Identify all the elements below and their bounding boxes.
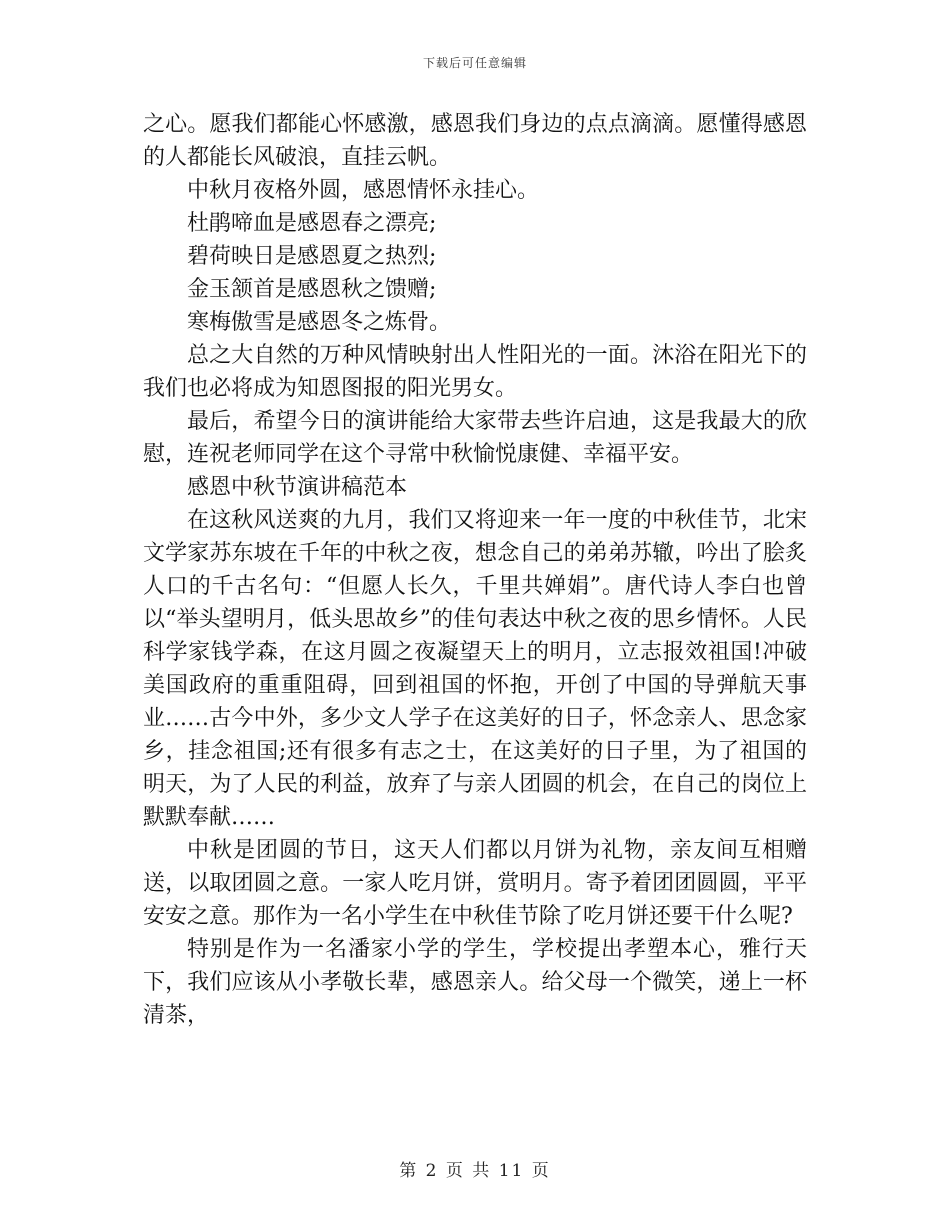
paragraph: 金玉颔首是感恩秋之馈赠; — [187, 277, 437, 302]
paragraph: 总之大自然的万种风情映射出人性阳光的一面。沐浴在阳光下的我们也必将成为知恩图报的阳光男女。 — [143, 343, 807, 401]
paragraph: 在这秋风送爽的九月，我们又将迎来一年一度的中秋佳节，北宋文学家苏东坡在千年的中秋之夜，想念自己的弟弟苏辙，吟出了脍炙人口的千古名句：“但愿人长久，千里共婵娟”。唐代诗人李白也曾以“举头望明月，低头思故乡”的佳句表达中秋之夜的思乡情怀。人民科学家钱学森，在这月圆之夜凝望天上的明月，立志报效祖国!冲破美国政府的重重阻碍，回到祖国的怀抱，开创了中国的导弹航天事业……古今中外，多少文人学子在这美好的日子，怀念亲人、思念家乡，挂念祖国;还有很多有志之士，在这美好的日子里，为了祖国的明天，为了人民的利益，放弃了与亲人团圆的机会，在自己的岗位上默默奉献…… — [143, 508, 807, 830]
paragraph: 中秋月夜格外圆，感恩情怀永挂心。 — [187, 178, 540, 203]
paragraph: 碧荷映日是感恩夏之热烈; — [187, 244, 437, 269]
page-number: 第 2 页 共 11 页 — [399, 1161, 551, 1181]
paragraph: 最后，希望今日的演讲能给大家带去些许启迪，这是我最大的欣慰，连祝老师同学在这个寻常中秋愉悦康健、幸福平安。 — [143, 409, 807, 467]
paragraph: 寒梅傲雪是感恩冬之炼骨。 — [187, 310, 452, 335]
paragraph: 中秋是团圆的节日，这天人们都以月饼为礼物，亲友间互相赠送，以取团圆之意。一家人吃月饼，赏明月。寄予着团团圆圆，平平安安之意。那作为一名小学生在中秋佳节除了吃月饼还要干什么呢? — [143, 838, 807, 929]
section-title: 感恩中秋节演讲稿范本 — [187, 475, 408, 500]
paragraph: 特别是作为一名潘家小学的学生，学校提出孝塑本心，雅行天下，我们应该从小孝敬长辈，感恩亲人。给父母一个微笑，递上一杯清茶， — [143, 937, 807, 1028]
document-body — [143, 108, 807, 1032]
paragraph: 之心。愿我们都能心怀感激，感恩我们身边的点点滴滴。愿懂得感恩的人都能长风破浪，直挂云帆。 — [143, 112, 807, 170]
header-note: 下载后可任意编辑 — [422, 56, 527, 70]
paragraph: 杜鹃啼血是感恩春之漂亮; — [187, 211, 437, 236]
